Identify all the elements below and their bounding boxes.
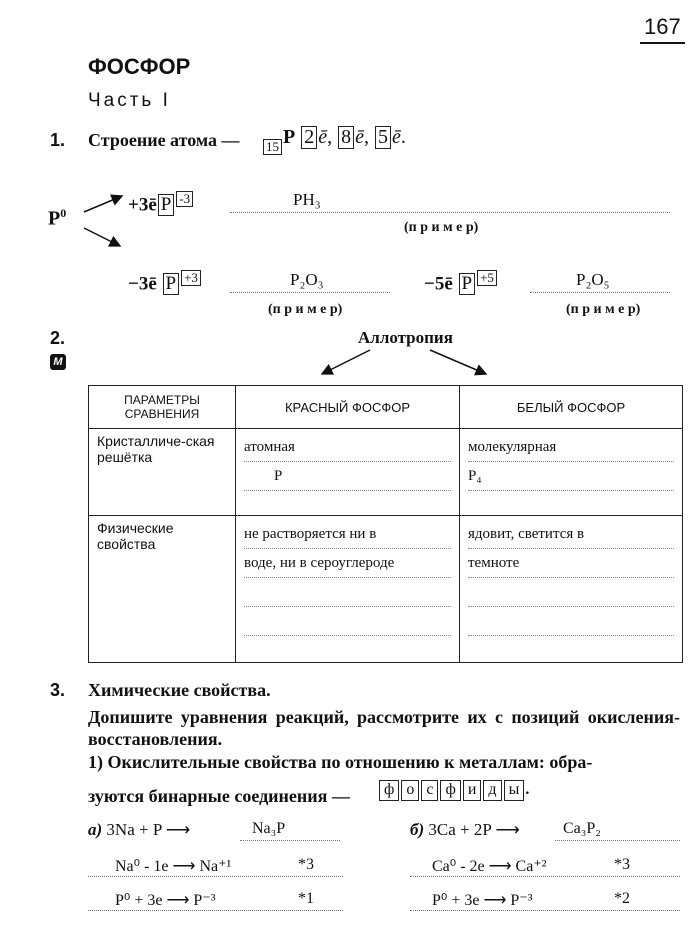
coefficient: *3 xyxy=(614,856,630,873)
answer-ca3p2: Ca₃P₂ xyxy=(563,820,601,837)
allotropy-heading: Аллотропия xyxy=(358,328,453,347)
letter-box: ф xyxy=(379,780,399,801)
m-badge-icon: M xyxy=(50,354,66,370)
p0-label: $P^0$ xyxy=(48,206,67,230)
shell-box: 5 xyxy=(375,126,391,149)
hint: (п р и м е р) xyxy=(404,220,479,235)
part-label: Часть I xyxy=(88,90,171,111)
cell-line: воде, ни в сероуглероде xyxy=(244,555,451,578)
cell-line: P₄ xyxy=(468,468,674,491)
shell-box: 8 xyxy=(338,126,354,149)
chem-props-heading: Химические свойства. xyxy=(88,680,271,700)
letter-box: и xyxy=(463,780,482,801)
header-params: ПАРАМЕТРЫ СРАВНЕНИЯ xyxy=(89,386,236,429)
answer-p2o3: P₂O₃ xyxy=(290,270,324,289)
coefficient: *1 xyxy=(298,890,314,907)
separator: . xyxy=(400,126,406,148)
gain-3e: +3ē P $^{-3}$ xyxy=(128,191,194,216)
letter-box: ф xyxy=(440,780,460,801)
cell-line: атомная xyxy=(244,439,451,462)
row-label: Кристалличе-ская решётка xyxy=(89,429,236,516)
electron-symbol: ē xyxy=(318,126,328,148)
electron-symbol: ē xyxy=(392,126,401,148)
cell-line: молекулярная xyxy=(468,439,674,462)
half-reaction: Ca⁰ - 2e ⟶ Ca⁺² xyxy=(432,858,547,875)
atom-structure-label: Строение атома — xyxy=(88,130,240,150)
section-3-number: 3. xyxy=(50,680,66,700)
letter-box: с xyxy=(421,780,438,801)
hint: (п р и м е р) xyxy=(268,302,343,317)
cell-line: ядовит, светится в xyxy=(468,526,674,549)
page-title: ФОСФОР xyxy=(88,54,191,79)
half-reaction: P⁰ + 3e ⟶ P⁻³ xyxy=(432,892,533,909)
atom-structure-answer xyxy=(262,126,406,155)
separator: , xyxy=(364,126,369,148)
hint: (п р и м е р) xyxy=(566,302,641,317)
atomic-number-box: 15 xyxy=(263,139,282,155)
answer-p2o5: P₂O₅ xyxy=(576,270,610,289)
shell-box: 2 xyxy=(301,126,317,149)
table-header xyxy=(89,386,683,429)
table-row xyxy=(89,429,683,516)
reaction-a: а) 3Na + P ⟶ xyxy=(88,820,191,839)
section-2-number: 2. xyxy=(50,328,66,348)
answer-ph3: PH₃ xyxy=(293,190,321,209)
coefficient: *2 xyxy=(614,890,630,907)
item-1-text: 1) Окислительные свойства по отношению к металлам: обра- xyxy=(88,752,593,772)
page-number: 167 xyxy=(640,14,685,44)
item-1-text-cont: зуются бинарные соединения — xyxy=(88,786,350,806)
letter-box: о xyxy=(401,780,419,801)
row-label: Физические свойства xyxy=(89,516,236,663)
half-reaction: P⁰ + 3e ⟶ P⁻³ xyxy=(115,892,216,909)
header-red: КРАСНЫЙ ФОСФОР xyxy=(236,386,460,429)
lose-5e: −5ē P $^{+5}$ xyxy=(424,270,498,295)
instruction-text: Допишите уравнения реакций, рассмотрите их с позиций окисления-восстановления. xyxy=(88,707,680,749)
letter-box: д xyxy=(483,780,501,801)
header-white: БЕЛЫЙ ФОСФОР xyxy=(460,386,683,429)
arrows-icon xyxy=(310,346,500,382)
arrows-icon xyxy=(80,190,130,250)
lose-3e: −3ē P $^{+3}$ xyxy=(128,270,202,295)
section-1-number: 1. xyxy=(50,130,66,150)
cell-line: не растворяется ни в xyxy=(244,526,451,549)
cell-line: P xyxy=(244,468,451,491)
electron-symbol: ē xyxy=(355,126,364,148)
element-symbol: P xyxy=(283,126,296,148)
answer-na3p: Na₃P xyxy=(252,820,286,837)
table-row xyxy=(89,516,683,663)
separator: , xyxy=(327,126,333,148)
cell-line: темноте xyxy=(468,555,674,578)
half-reaction: Na⁰ - 1e ⟶ Na⁺¹ xyxy=(115,858,232,875)
letter-box: ы xyxy=(504,780,525,801)
coefficient: *3 xyxy=(298,856,314,873)
allotropy-table xyxy=(88,385,683,663)
letter-boxes: ф о с ф и д ы . xyxy=(378,780,529,801)
reaction-b: б) 3Ca + 2P ⟶ xyxy=(410,820,520,839)
